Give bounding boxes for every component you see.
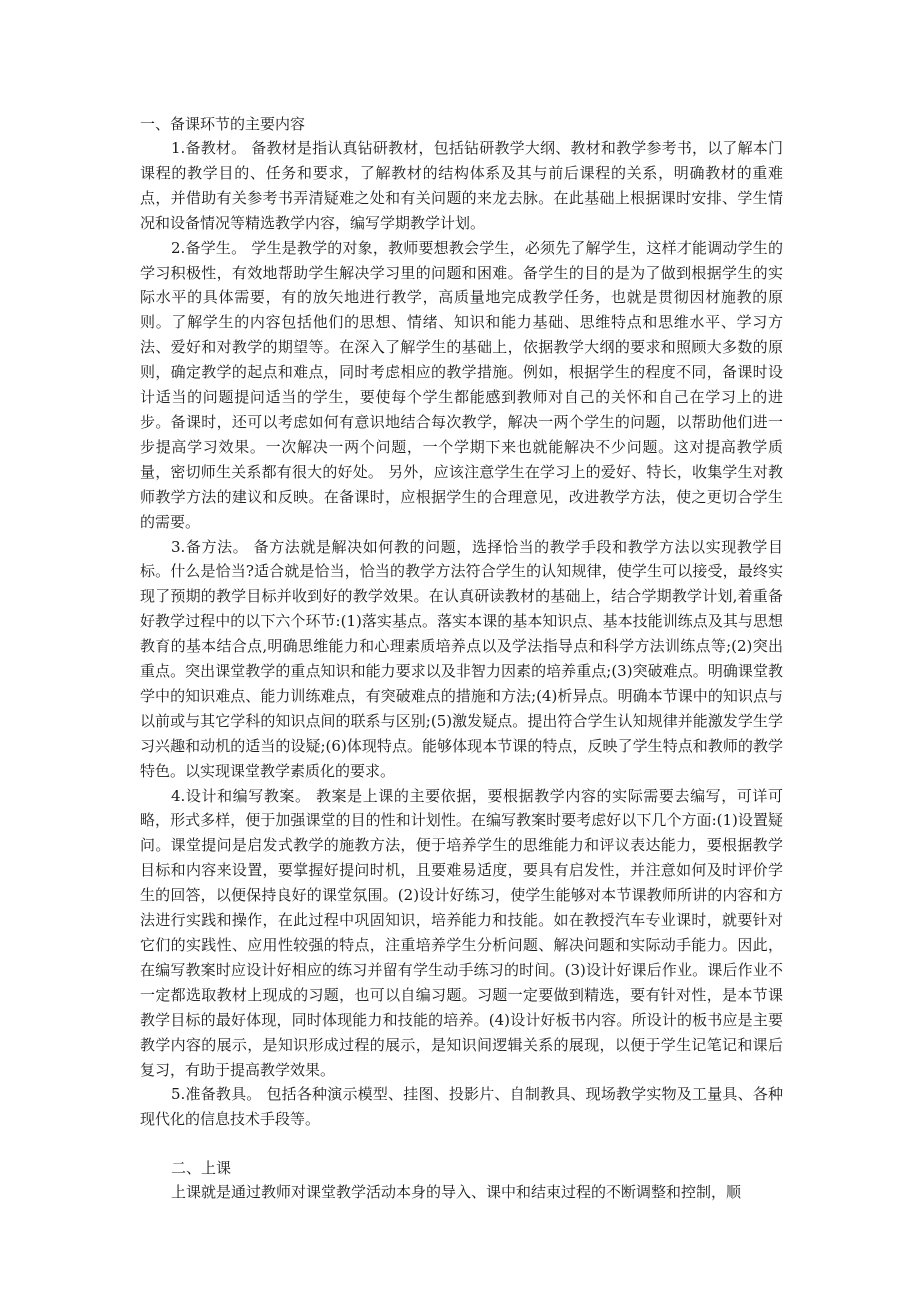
- paragraph-teaching-aids: [140, 1082, 783, 1132]
- paragraph-lead: 5.准备教具。: [171, 1085, 262, 1104]
- paragraph-prepare-methods: [140, 535, 783, 784]
- paragraph-body: 备方法就是解决如何教的问题，选择恰当的教学手段和教学方法以实现教学目标。什么是恰当?适合就是恰当，恰当的教学方法符合学生的认知规律，使学生可以接受，最终实现了预期的教学目标并收到好的教学效果。在认真研读教材的基础上，结合学期教学计划,着重备好教学过程中的以下六个环节:(1)落实基点。落实本课的基本知识点、基本技能训练点及其与思想教育的基本结合点,明确思维能力和心理素质培养点以及学法指导点和科学方法训练点等;(2)突出重点。突出课堂教学的重点知识和能力要求以及非智力因素的培养重点;(3)突破难点。明确课堂教学中的知识难点、能力训练难点，有突破难点的措施和方法;(4)析异点。明确本节课中的知识点与以前或与其它学科的知识点间的联系与区别;(5)激发疑点。提出符合学生认知规律并能激发学生学习兴趣和动机的适当的设疑;(6)体现特点。能够体现本节课的特点，反映了学生特点和教师的教学特色。以实现课堂教学素质化的要求。: [140, 537, 783, 780]
- paragraph-lesson-plan: [140, 784, 783, 1083]
- paragraph-body: 备教材是指认真钻研教材，包括钻研教学大纲、教材和教学参考书，以了解本门课程的教学目的、任务和要求，了解教材的结构体系及其与前后课程的关系，明确教材的重难点，并借助有关参考书弄清疑难之处和有关问题的来龙去脉。在此基础上根据课时安排、学生情况和设备情况等精选教学内容，编写学期教学计划。: [140, 139, 784, 232]
- section-2-heading: 二、上课: [171, 1159, 232, 1178]
- paragraph-body: 教案是上课的主要依据，要根据教学内容的实际需要去编写，可详可略，形式多样，便于加强课堂的目的性和计划性。在编写教案时要考虑好以下几个方面:(1)设置疑问。课堂提问是启发式教学的施教方法，便于培养学生的思维能力和评议表达能力，要根据教学目标和内容来设置，要掌握好提问时机，且要难易适度，要具有启发性，并注意如何及时评价学生的回答，以便保持良好的课堂氛围。(2)设计好练习，使学生能够对本节课教师所讲的内容和方法进行实践和操作，在此过程中巩固知识，培养能力和技能。如在教授汽车专业课时，就要针对它们的实践性、应用性较强的特点，注重培养学生分析问题、解决问题和实际动手能力。因此，在编写教案时应设计好相应的练习并留有学生动手练习的时间。(3)设计好课后作业。课后作业不一定都选取教材上现成的习题，也可以自编习题。习题一定要做到精选，要有针对性，是本节课教学目标的最好体现，同时体现能力和技能的培养。(4)设计好板书内容。所设计的板书应是主要教学内容的展示，是知识形成过程的展示，是知识间逻辑关系的展现，以便于学生记笔记和课后复习，有助于提高教学效果。: [140, 786, 784, 1079]
- paragraph-body: 上课就是通过教师对课堂教学活动本身的导入、课中和结束过程的不断调整和控制，顺: [171, 1183, 742, 1202]
- document-page: [140, 112, 783, 1205]
- paragraph-body: 包括各种演示模型、挂图、投影片、自制教具、现场教学实物及工量具、各种现代化的信息技术手段等。: [140, 1085, 783, 1129]
- paragraph-lead: 3.备方法。: [171, 537, 249, 556]
- paragraph-body: 学生是教学的对象，教师要想教会学生，必须先了解学生，这样才能调动学生的学习积极性，有效地帮助学生解决学习里的问题和困难。备学生的目的是为了做到根据学生的实际水平的具体需要，有的放矢地进行教学，高质量地完成教学任务，也就是贯彻因材施教的原则。了解学生的内容包括他们的思想、情绪、知识和能力基础、思维特点和思维水平、学习方法、爱好和对教学的期望等。在深入了解学生的基础上，依据教学大纲的要求和照顾大多数的原则，确定教学的起点和难点，同时考虑相应的教学措施。例如，根据学生的程度不同，备课时设计适当的问题提问适当的学生，要使每个学生都能感到教师对自己的关怀和自己在学习上的进步。备课时，还可以考虑如何有意识地结合每次教学，解决一两个学生的问题，以帮助他们进一步提高学习效果。一次解决一两个问题，一个学期下来也就能解决不少问题。这对提高教学质量，密切师生关系都有很大的好处。 另外，应该注意学生在学习上的爱好、特长，收集学生对教师教学方法的建议和反映。在备课时，应根据学生的合理意见，改进教学方法，使之更切合学生的需要。: [140, 238, 784, 531]
- paragraph-class-intro: [140, 1180, 783, 1205]
- paragraph-lead: 4.设计和编写教案。: [171, 786, 311, 805]
- section-1-heading: 一、备课环节的主要内容: [140, 115, 306, 133]
- paragraph-lead: 2.备学生。: [171, 238, 247, 257]
- paragraph-prepare-textbook: [140, 136, 783, 236]
- paragraph-prepare-students: [140, 236, 783, 535]
- paragraph-lead: 1.备教材。: [171, 139, 247, 157]
